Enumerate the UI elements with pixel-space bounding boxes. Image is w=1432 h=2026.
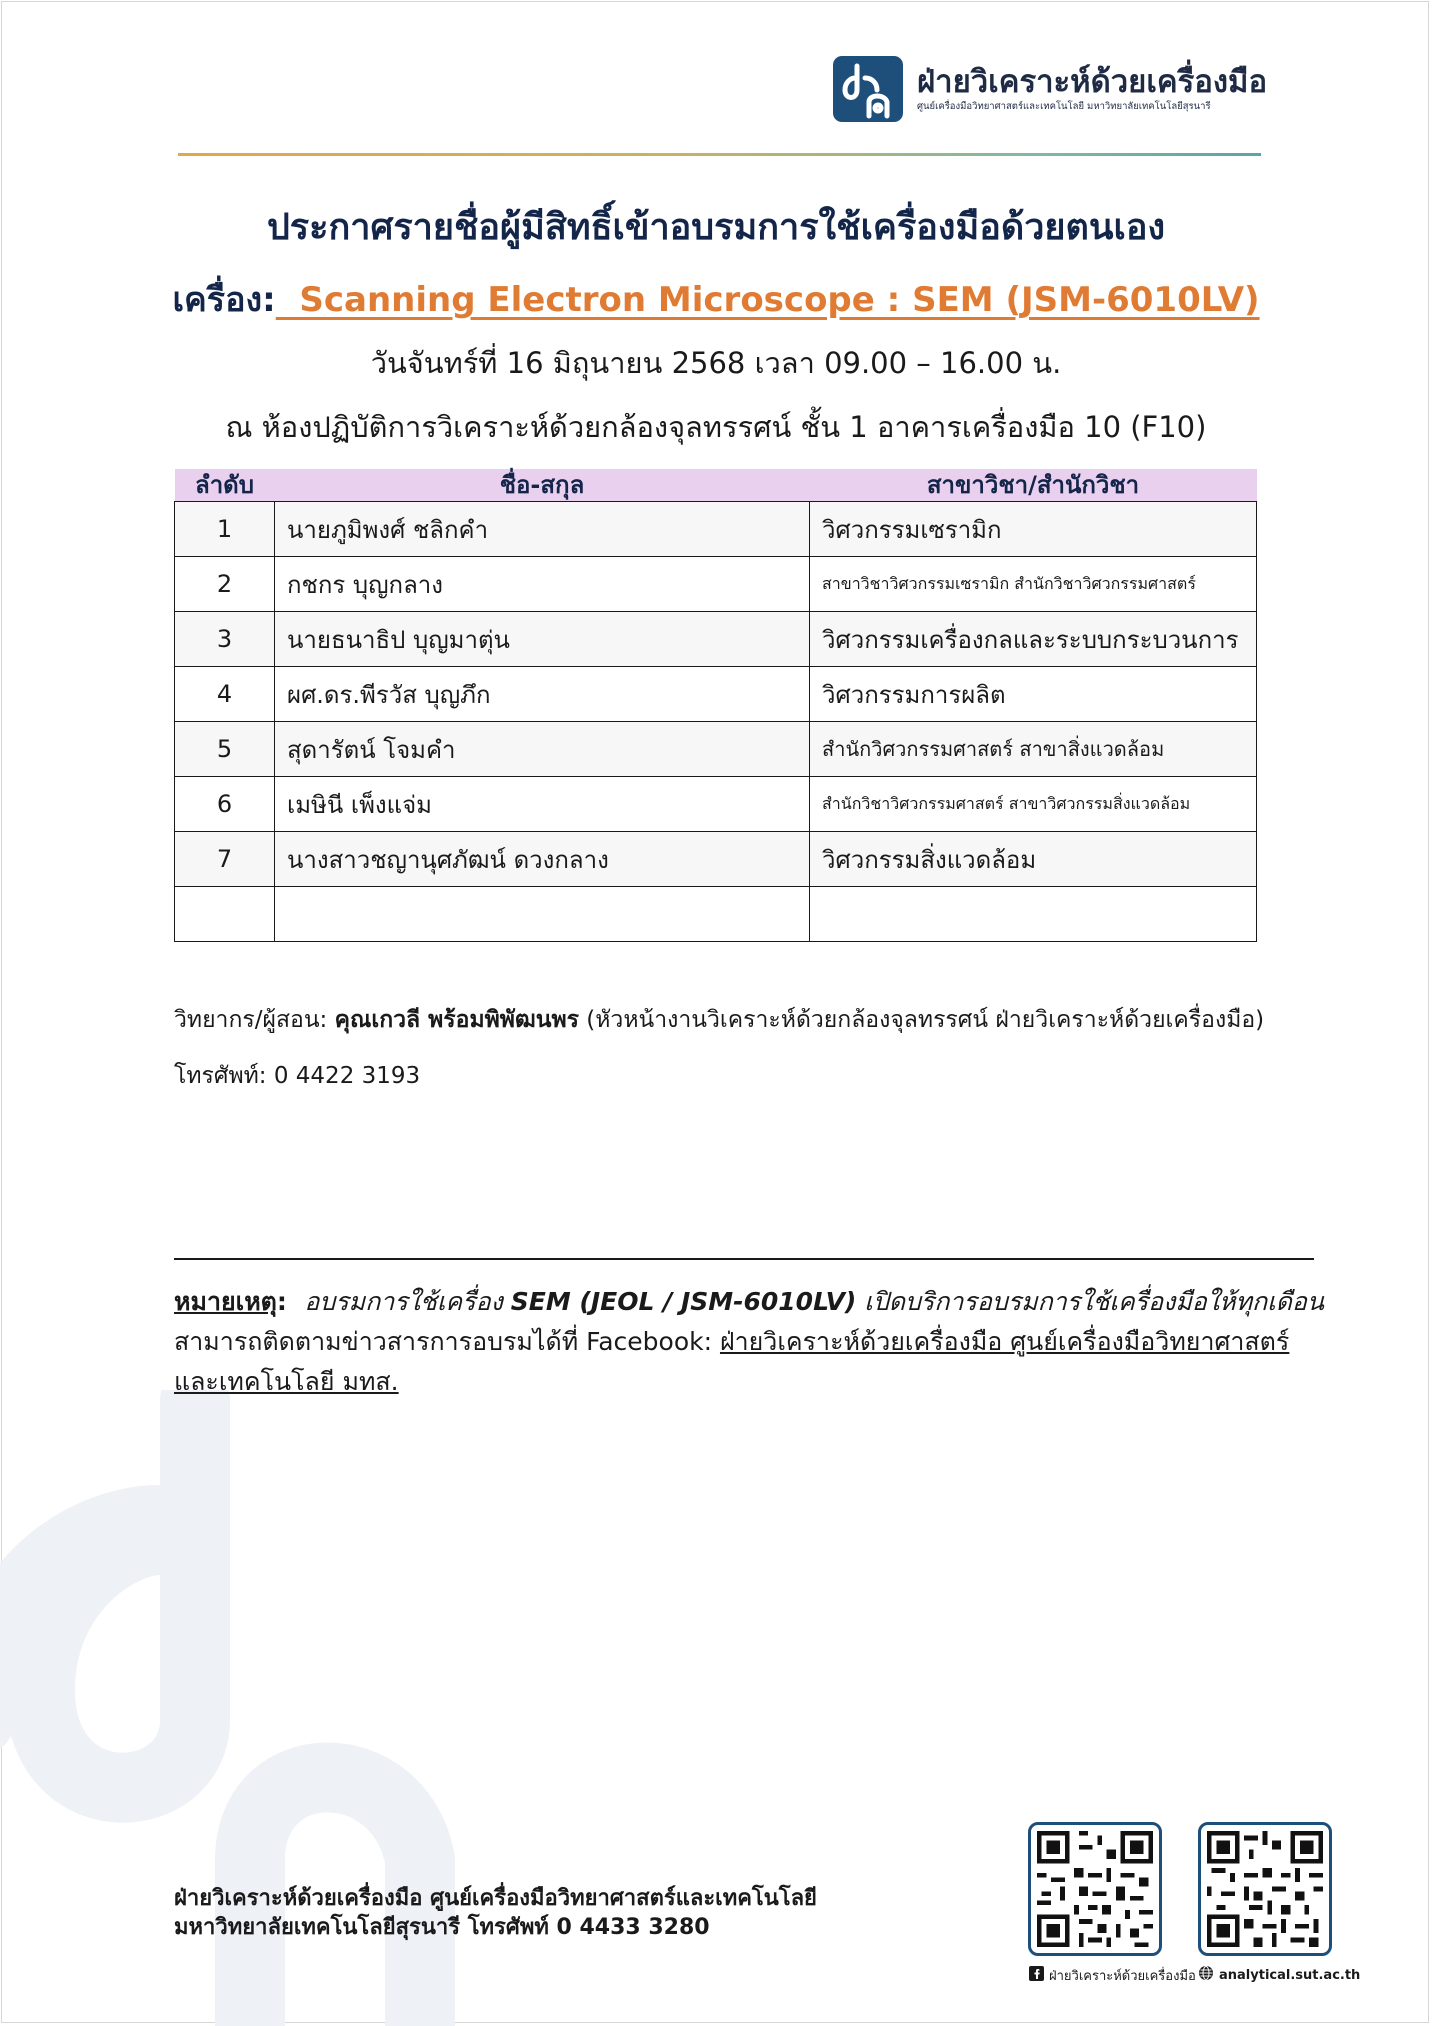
column-header-department: สาขาวิชา/สำนักวิชา [810,469,1257,502]
instrument-name: Scanning Electron Microscope : SEM (JSM-6010LV) [275,280,1260,320]
participant-name: นายธนาธิป บุญมาตุ่น [275,612,810,667]
row-number: 6 [175,777,275,832]
participant-department: วิศวกรรมสิ่งแวดล้อม [810,832,1257,887]
row-number: 3 [175,612,275,667]
instructor-name: คุณเกวลี พร้อมพิพัฒนพร [334,1007,579,1033]
footer-line-2: มหาวิทยาลัยเทคโนโลยีสุรนารี โทรศัพท์ 0 4433 3280 [174,1915,710,1940]
participant-department: สำนักวิชาวิศวกรรมศาสตร์ สาขาวิศวกรรมสิ่งแวดล้อม [810,777,1257,832]
qr-pattern [1207,1831,1323,1947]
row-number [175,887,275,942]
facebook-caption-text: ฝ่ายวิเคราะห์ด้วยเครื่องมือ [1049,1969,1196,1984]
table-row [175,612,1257,667]
table-row-empty [175,887,1257,942]
instructor-line [174,1002,1264,1038]
footer-address [174,1884,817,1942]
remark-label: หมายเหตุ [174,1287,277,1316]
remark-text-a: อบรมการใช้เครื่อง [304,1287,511,1316]
announcement-title: ประกาศรายชื่อผู้มีสิทธิ์เข้าอบรมการใช้เครื่องมือด้วยตนเอง [266,207,1166,248]
instrument-label: เครื่อง: [172,280,276,320]
table-row [175,557,1257,612]
footer-line-1: ฝ่ายวิเคราะห์ด้วยเครื่องมือ ศูนย์เครื่องมือวิทยาศาสตร์และเทคโนโลยี [174,1886,817,1911]
instructor-phone: โทรศัพท์: 0 4422 3193 [174,1063,421,1089]
facebook-qr-code[interactable] [1028,1822,1162,1956]
remark-follow: สามารถติดตามข่าวสารการอบรมได้ที่ Facebook: [174,1327,720,1356]
logo-mark [833,56,903,122]
participant-department: สาขาวิชาวิศวกรรมเซรามิก สำนักวิชาวิศวกรรมศาสตร์ [810,557,1257,612]
participant-department: วิศวกรรมเซรามิก [810,502,1257,557]
logo-subtitle: ศูนย์เครื่องมือวิทยาศาสตร์และเทคโนโลยี มหาวิทยาลัยเทคโนโลยีสุรนารี [917,101,1211,112]
logo-title: ฝ่ายวิเคราะห์ด้วยเครื่องมือ [917,64,1268,100]
row-number: 5 [175,722,275,777]
facebook-qr-caption [1029,1965,1196,1986]
website-qr-code[interactable] [1198,1822,1332,1956]
header-logo [833,56,1267,122]
qr-pattern [1037,1831,1153,1947]
training-datetime: วันจันทร์ที่ 16 มิถุนายน 2568 เวลา 09.00 – 16.00 น. [370,346,1062,380]
participant-department [810,887,1257,942]
row-number: 2 [175,557,275,612]
facebook-icon [1029,1966,1044,1985]
participant-department: วิศวกรรมการผลิต [810,667,1257,722]
column-header-name: ชื่อ-สกุล [275,469,810,502]
participant-department: วิศวกรรมเครื่องกลและระบบกระบวนการ [810,612,1257,667]
remark-colon: : [276,1287,305,1316]
training-location: ณ ห้องปฏิบัติการวิเคราะห์ด้วยกล้องจุลทรรศน์ ชั้น 1 อาคารเครื่องมือ 10 (F10) [225,410,1207,444]
instrument-line [0,272,1432,326]
remark-paragraph [174,1282,1334,1402]
table-row [175,667,1257,722]
participants-table [174,469,1257,942]
table-header-row [175,469,1257,502]
remark-text-c: เปิดบริการอบรมการใช้เครื่องมือให้ทุกเดือน [856,1287,1325,1316]
remark-instrument: SEM (JEOL / JSM-6010LV) [510,1287,857,1316]
table-row [175,832,1257,887]
participant-name: ผศ.ดร.พีรวัส บุญภึก [275,667,810,722]
header-gradient-rule [178,153,1261,156]
row-number: 4 [175,667,275,722]
table-row [175,722,1257,777]
section-divider [174,1258,1314,1260]
row-number: 7 [175,832,275,887]
participant-name: นายภูมิพงศ์ ชลิกคำ [275,502,810,557]
participant-name [275,887,810,942]
instructor-position: (หัวหน้างานวิเคราะห์ด้วยกล้องจุลทรรศน์ ฝ่ายวิเคราะห์ด้วยเครื่องมือ) [578,1007,1265,1033]
participant-name: กชกร บุญกลาง [275,557,810,612]
website-qr-caption [1198,1965,1360,1985]
table-row [175,502,1257,557]
participant-name: นางสาวชญานุศภัฒน์ ดวงกลาง [275,832,810,887]
logo-mark-icon [833,56,903,122]
participant-name: สุดารัตน์ โจมคำ [275,722,810,777]
table-row [175,777,1257,832]
column-header-order: ลำดับ [175,469,275,502]
instructor-label: วิทยากร/ผู้สอน: [174,1007,335,1033]
participant-name: เมษินี เพ็งแจ่ม [275,777,810,832]
website-caption-text: analytical.sut.ac.th [1219,1967,1361,1983]
globe-icon [1198,1965,1214,1985]
participant-department: สำนักวิศวกรรมศาสตร์ สาขาสิ่งแวดล้อม [810,722,1257,777]
facebook-page-link[interactable]: ฝ่ายวิเคราะห์ด้วยเครื่องมือ ศูนย์เครื่องมือวิทยาศาสตร์และเทคโนโลยี มทส. [174,1327,1290,1396]
row-number: 1 [175,502,275,557]
